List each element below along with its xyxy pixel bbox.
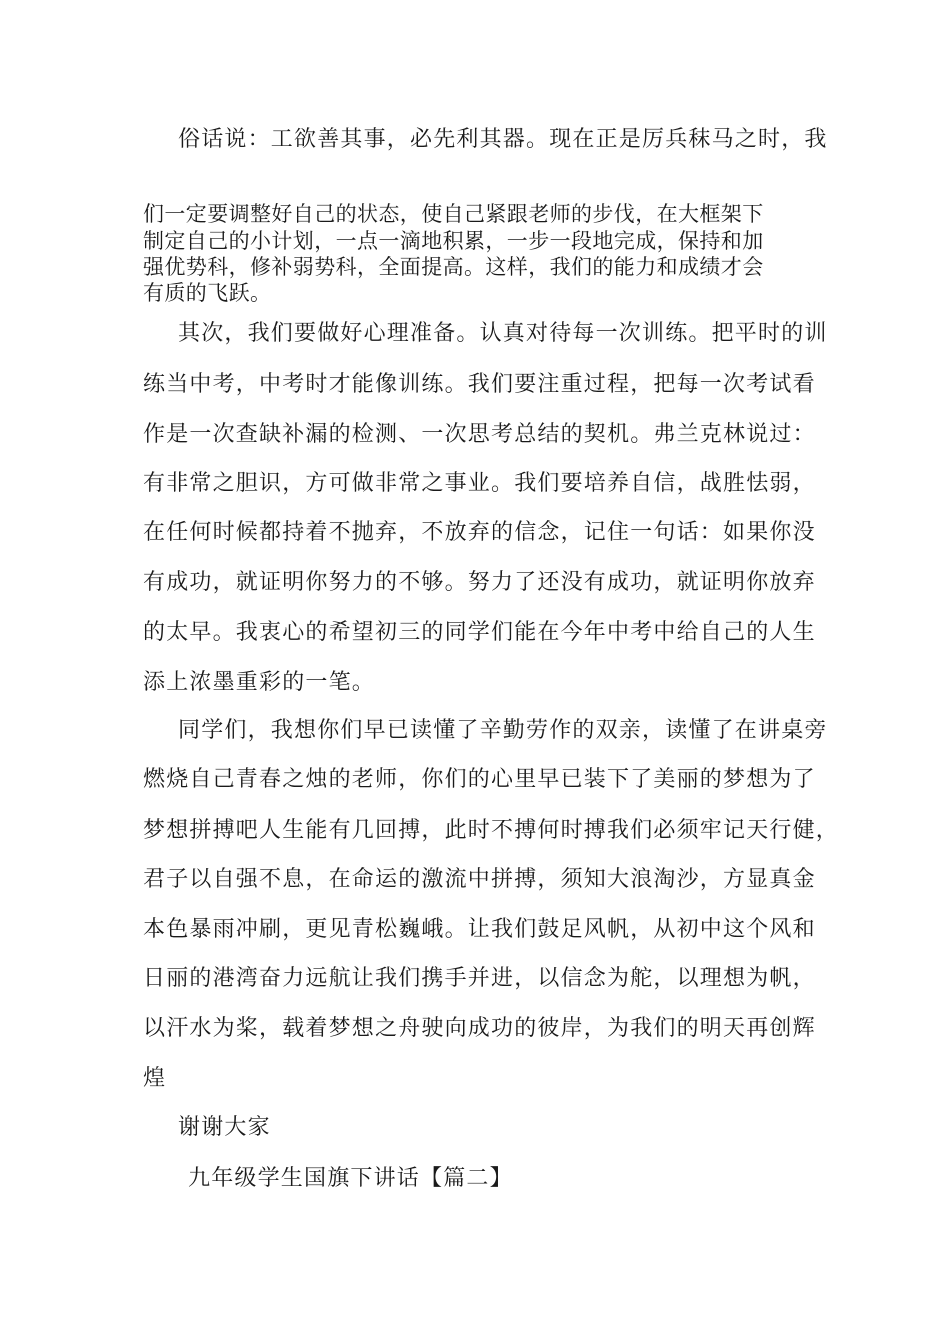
paragraph-1-line-3: 制定自己的小计划，一点一滴地积累，一步一段地完成，保持和加: [143, 229, 764, 253]
paragraph-2-line-1: 其次，我们要做好心理准备。认真对待每一次训练。把平时的训: [178, 321, 828, 346]
paragraph-3-line-3: 梦想拼搏吧人生能有几回搏，此时不搏何时搏我们必须牢记天行健，: [143, 818, 840, 843]
paragraph-2-line-6: 有成功，就证明你努力的不够。努力了还没有成功，就证明你放弃: [143, 570, 816, 595]
paragraph-3-line-4: 君子以自强不息，在命运的激流中拼搏，须知大浪淘沙，方显真金: [143, 867, 816, 892]
paragraph-3-line-8: 煌: [143, 1066, 167, 1091]
paragraph-3-line-6: 日丽的港湾奋力远航让我们携手并进，以信念为舵，以理想为帆，: [143, 966, 816, 991]
closing-thanks: 谢谢大家: [178, 1115, 271, 1140]
paragraph-3-line-7: 以汗水为桨，载着梦想之舟驶向成功的彼岸，为我们的明天再创辉: [143, 1016, 816, 1041]
paragraph-2-line-2: 练当中考，中考时才能像训练。我们要注重过程，把每一次考试看: [143, 372, 816, 397]
paragraph-2-line-7: 的太早。我衷心的希望初三的同学们能在今年中考中给自己的人生: [143, 620, 816, 645]
paragraph-1-line-4: 强优势科，修补弱势科，全面提高。这样，我们的能力和成绩才会: [143, 255, 764, 279]
paragraph-3-line-5: 本色暴雨冲刷，更见青松巍峨。让我们鼓足风帆，从初中这个风和: [143, 917, 816, 942]
paragraph-2-line-4: 有非常之胆识，方可做非常之事业。我们要培养自信，战胜怯弱，: [143, 471, 816, 496]
paragraph-3-line-1: 同学们，我想你们早已读懂了辛勤劳作的双亲，读懂了在讲桌旁: [178, 718, 828, 743]
paragraph-3-line-2: 燃烧自己青春之烛的老师，你们的心里早已装下了美丽的梦想为了: [143, 767, 816, 792]
paragraph-2-line-5: 在任何时候都持着不抛弃，不放弃的信念，记住一句话：如果你没: [143, 520, 816, 545]
paragraph-2-line-8: 添上浓墨重彩的一笔。: [143, 670, 376, 695]
paragraph-2-line-3: 作是一次查缺补漏的检测、一次思考总结的契机。弗兰克林说过：: [143, 422, 816, 447]
paragraph-1-line-5: 有质的飞跃。: [143, 281, 272, 305]
paragraph-1-line-1: 俗话说：工欲善其事，必先利其器。现在正是厉兵秣马之时，我: [178, 127, 828, 152]
paragraph-1-line-2: 们一定要调整好自己的状态，使自己紧跟老师的步伐，在大框架下: [143, 202, 764, 226]
section-title: 九年级学生国旗下讲话【篇二】: [188, 1166, 513, 1191]
